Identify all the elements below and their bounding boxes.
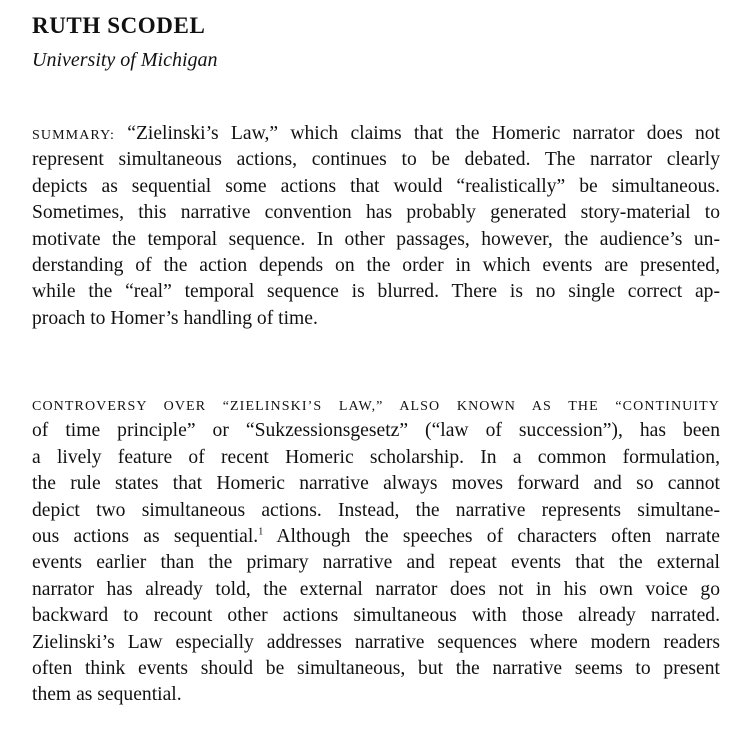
abstract-line: while the “real” temporal sequence is blurred. There is no single correct ap- (32, 281, 720, 303)
abstract-line: represent simultaneous actions, continues to be debated. The narrator clearly (32, 149, 720, 171)
body-text-before-footnote: ous actions as sequential. (32, 525, 259, 547)
body-line: events earlier than the primary narrative and repeat events that the external (32, 552, 720, 574)
body-line: Zielinski’s Law especially addresses narrative sequences where modern readers (32, 631, 720, 653)
body-line: them as sequential. (32, 684, 182, 706)
body-line: a lively feature of recent Homeric scholarship. In a common formulation, (32, 446, 720, 468)
footnote-marker[interactable]: 1 (258, 526, 264, 538)
abstract-line: depicts as sequential some actions that would “realistically” be simultaneous. (32, 175, 720, 197)
body-paragraph (32, 392, 720, 709)
abstract-line: proach to Homer’s handling of time. (32, 307, 318, 329)
body-line-with-footnote (32, 524, 720, 550)
abstract-first-line-text: “Zielinski’s Law,” which claims that the Homeric narrator does not (114, 123, 720, 144)
body-line: backward to recount other actions simultaneous with those already narrated. (32, 605, 720, 627)
summary-label: SUMMARY: (32, 128, 115, 143)
body-opening-line (32, 392, 720, 418)
abstract-line: motivate the temporal sequence. In other passages, however, the audience’s un- (32, 228, 720, 250)
author-name: RUTH SCODEL (32, 13, 206, 38)
body-line: the rule states that Homeric narrative always moves forward and so cannot (32, 473, 720, 495)
body-line: of time principle” or “Sukzessionsgesetz” (“law of succession”), has been (32, 420, 720, 442)
abstract-line (32, 121, 720, 147)
body-line: depict two simultaneous actions. Instead, the narrative represents simultane- (32, 499, 720, 521)
abstract-summary (32, 121, 720, 332)
body-line: often think events should be simultaneous, but the narrative seems to present (32, 657, 720, 679)
abstract-line: Sometimes, this narrative convention has probably generated story-material to (32, 202, 720, 224)
abstract-line: derstanding of the action depends on the order in which events are presented, (32, 254, 720, 276)
body-line: narrator has already told, the external narrator does not in his own voice go (32, 578, 720, 600)
author-affiliation: University of Michigan (32, 49, 218, 71)
body-text-after-footnote: Although the speeches of characters often narrate (263, 525, 720, 547)
small-caps-opening: CONTROVERSY OVER “ZIELINSKI’S LAW,” ALSO KNOWN AS THE “CONTINUITY (32, 399, 720, 414)
